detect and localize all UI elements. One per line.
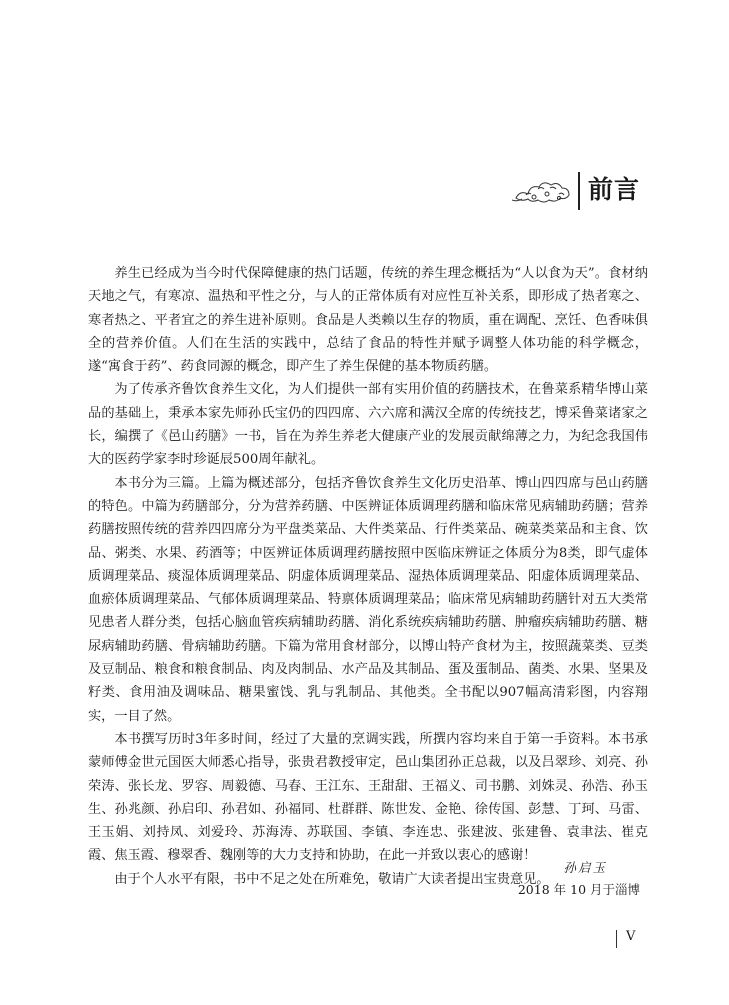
page-title: 前言 bbox=[588, 175, 641, 204]
paragraph: 养生已经成为当今时代保障健康的热门话题，传统的养生理念概括为“人以食为天”。食材纳天地之气，有寒凉、温热和平性之分，与人的正常体质有对应性互补关系，即形成了热者寒之、寒者热之、平者宜之的养生进补原则。食品是人类赖以生存的物质，重在调配、烹饪、色香味俱全的营养价值。人们在生活的实践中，总结了食品的特性并赋予调整人体功能的科学概念，遂“寓食于药”、药食同源的概念，即产生了养生保健的基本物质药膳。 bbox=[88, 266, 648, 375]
folio-divider bbox=[616, 930, 617, 948]
signature-date: 2018 年 10 月于淄博 bbox=[517, 882, 640, 897]
paragraph: 由于个人水平有限，书中不足之处在所难免，敬请广大读者提出宝贵意见。 bbox=[114, 871, 550, 887]
paragraph: 本书撰写历时3年多时间，经过了大量的烹调实践，所撰内容均来自于第一手资料。本书承蒙师傅金世元国医大师悉心指导，张贵君教授审定，邑山集团孙正总裁，以及吕翠珍、刘亮、孙荣涛、张长龙、罗容、周毅德、马春、王江东、王甜甜、王福义、司书鹏、刘姝灵、孙浩、孙玉生、孙兆颜、孙启印、孙君如、孙福同、杜群群、陈世发、金艳、徐传国、彭慧、丁珂、马雷、王玉娟、刘持凤、刘爱玲、苏海涛、苏联国、李镇、李连忠、张建波、张建鲁、袁聿法、崔克霞、焦玉霞、穆翠香、魏刚等的大力支持和协助，在此一并致以衷心的感谢！ bbox=[88, 731, 648, 864]
preface-body bbox=[88, 262, 648, 891]
paragraph: 为了传承齐鲁饮食养生文化，为人们提供一部有实用价值的药膳技术，在鲁菜系精华博山菜品的基础上，秉承本家先师孙氏宝仍的四四席、六六席和满汉全席的传统技艺，博采鲁菜诸家之长，编撰了《邑山药膳》一书，旨在为养生养老大健康产业的发展贡献绵薄之力，为纪念我国伟大的医药学家李时珍诞辰500周年献礼。 bbox=[88, 382, 648, 468]
paragraph: 本书分为三篇。上篇为概述部分，包括齐鲁饮食养生文化历史沿革、博山四四席与邑山药膳的特色。中篇为药膳部分，分为营养药膳、中医辨证体质调理药膳和临床常见病辅助药膳；营养药膳按照传统的营养四四席分为平盘类菜品、大件类菜品、行件类菜品、碗菜类菜品和主食、饮品、粥类、水果、药酒等；中医辨证体质调理药膳按照中医临床辨证之体质分为8类，即气虚体质调理菜品、痰湿体质调理菜品、阴虚体质调理菜品、湿热体质调理菜品、阳虚体质调理菜品、血瘀体质调理菜品、气郁体质调理菜品、特禀体质调理菜品；临床常见病辅助药膳针对五大类常见患者人群分类，包括心脑血管疾病辅助药膳、消化系统疾病辅助药膳、肿瘤疾病辅助药膳、糖尿病辅助药膳、骨病辅助药膳。下篇为常用食材部分，以博山特产食材为主，按照蔬菜类、豆类及豆制品、粮食和粮食制品、肉及肉制品、水产品及其制品、蛋及蛋制品、菌类、水果、坚果及籽类、食用油及调味品、糖果蜜饯、乳与乳制品、其他类。全书配以907幅高清彩图，内容翔实，一目了然。 bbox=[88, 475, 648, 724]
author-signature: 孙启玉 bbox=[563, 860, 607, 875]
page-number: V bbox=[626, 929, 636, 944]
auspicious-cloud-icon bbox=[512, 176, 574, 206]
header-divider bbox=[578, 172, 580, 210]
chapter-header bbox=[0, 170, 729, 214]
